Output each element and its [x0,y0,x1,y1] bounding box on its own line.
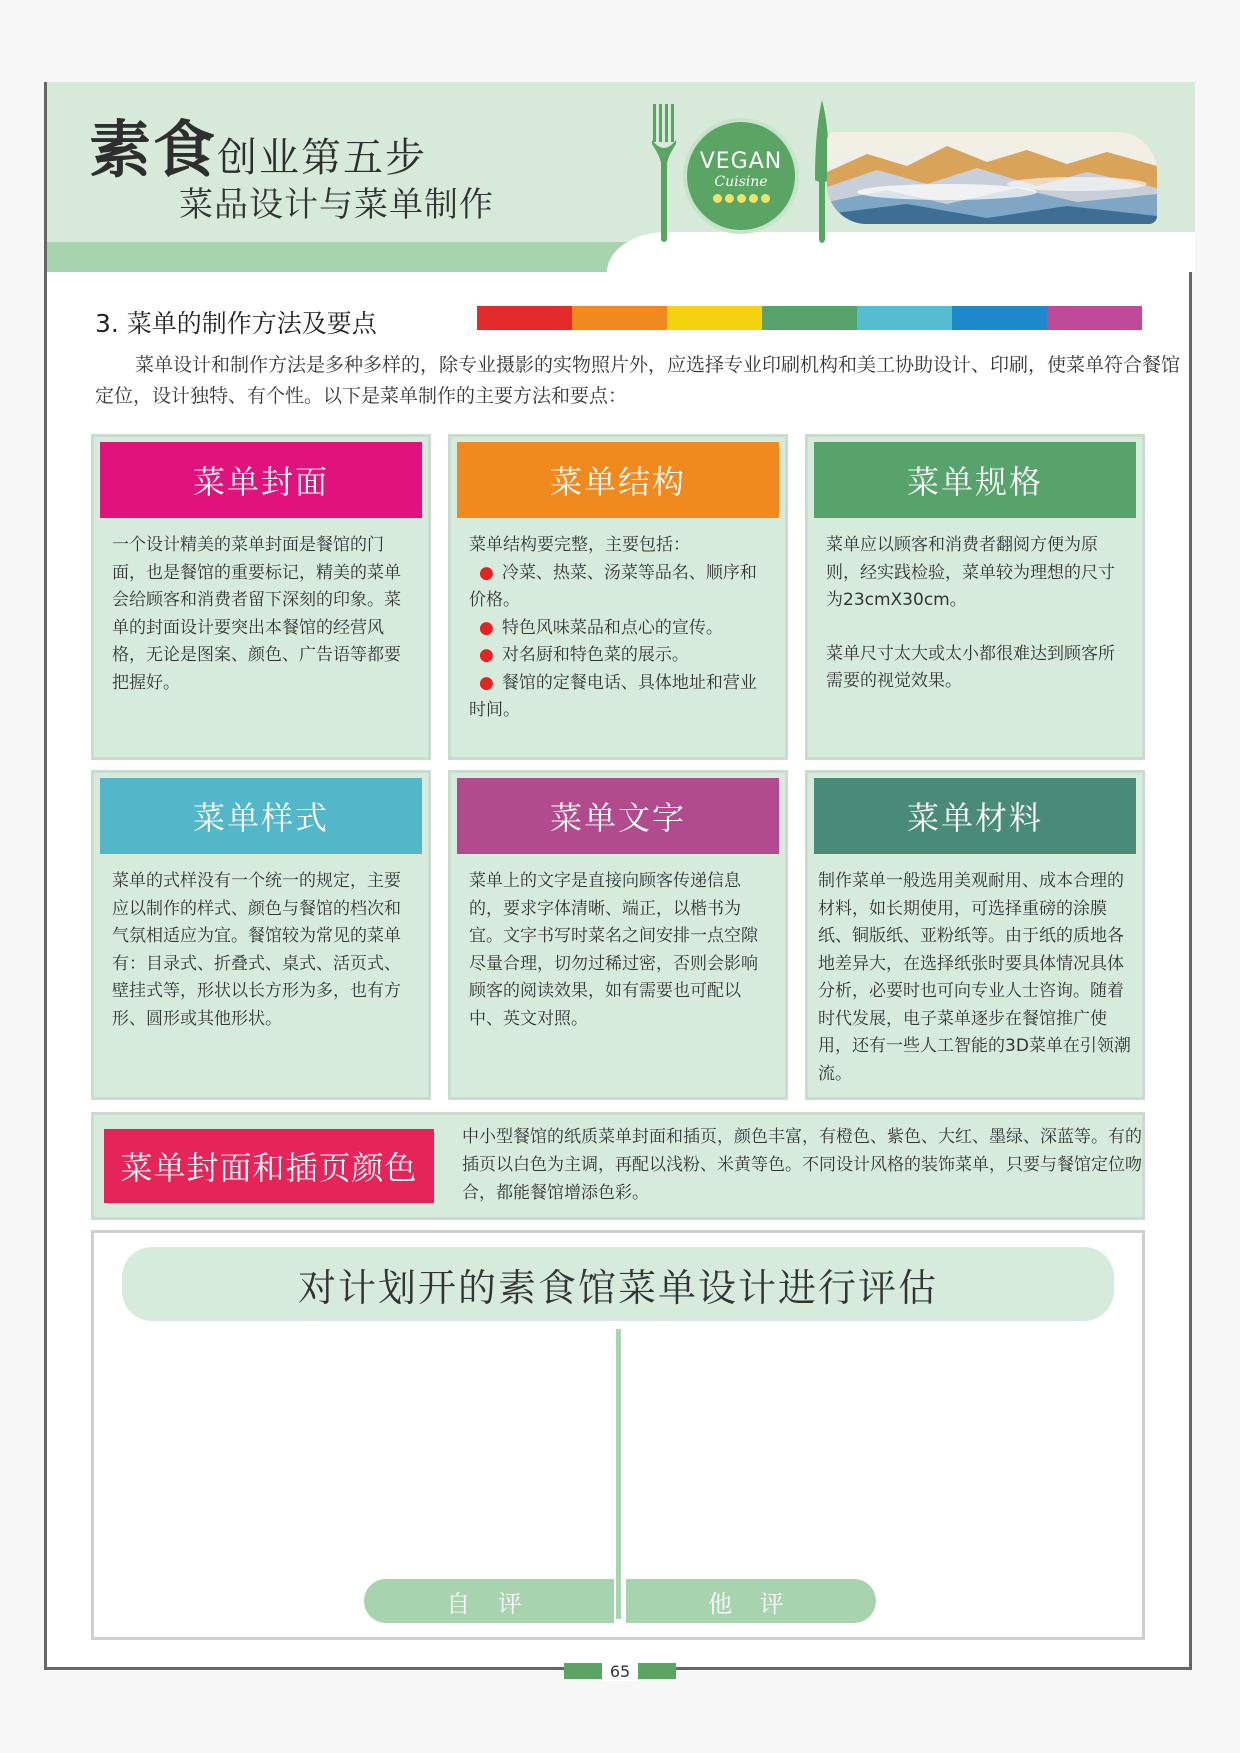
card-cover-paragraph: 一个设计精美的菜单封面是餐馆的门面，也是餐馆的重要标记，精美的菜单会给顾客和消费者留下深刻的印象。菜单的封面设计要突出本餐馆的经营风格，无论是图案、颜色、广告语等都要把握好。 [112,535,401,693]
card-text-text [451,854,785,1043]
rainbow-segment [857,306,952,330]
vegan-logo [683,118,799,234]
bullet-dot-icon: ● [479,672,494,693]
page-title [89,100,427,189]
bullet-item: ● 冷菜、热菜、汤菜等品名、顺序和价格。 [469,562,757,610]
evaluation-title: 对计划开的素食馆菜单设计进行评估 [122,1247,1114,1321]
cover-color-tag: 菜单封面和插页颜色 [104,1129,434,1203]
card-structure [448,434,788,760]
card-size-paragraph-2: 菜单尺寸太大或太小都很难达到顾客所需要的视觉效果。 [826,643,1115,691]
logo-text: VEGAN [699,149,783,174]
bullet-dot-icon: ● [479,617,494,638]
rainbow-segment [952,306,1047,330]
cover-color-strip [91,1112,1145,1220]
card-text [448,770,788,1100]
card-material [805,770,1145,1100]
rainbow-segment [667,306,762,330]
intro-paragraph: 菜单设计和制作方法是多种多样的，除专业摄影的实物照片外，应选择专业印刷机构和美工协助设计、印刷，使菜单符合餐馆定位，设计独特、有个性。以下是菜单制作的主要方法和要点： [95,354,1181,407]
page-frame [44,82,1192,1670]
card-cover-title: 菜单封面 [100,442,422,518]
bullet-item: ● 对名厨和特色菜的展示。 [479,645,689,665]
card-cover-text [94,518,428,707]
card-size-text [808,518,1142,706]
card-material-text [808,854,1142,1098]
page-number-bar-left [564,1663,602,1679]
card-cover [91,434,431,760]
page-number [560,1660,680,1682]
page-number-bar-right [638,1663,676,1679]
evaluation-divider [616,1329,621,1619]
page-number-text: 65 [602,1662,638,1681]
mountain-landscape-image [827,132,1157,224]
bullet-dot-icon: ● [479,562,494,583]
bullet-item: ● 特色风味菜品和点心的宣传。 [479,617,723,638]
logo-dots [713,194,770,203]
card-style-paragraph: 菜单的式样没有一个统一的规定，主要应以制作的样式、颜色与餐馆的档次和气氛相适应为宜。餐馆较为常见的菜单有：目录式、折叠式、桌式、活页式、壁挂式等，形状以长方形为多，也有方形、圆形或其他形状。 [112,871,401,1029]
header-curve [607,232,1195,272]
rainbow-segment [1047,306,1142,330]
card-size-title: 菜单规格 [814,442,1136,518]
card-structure-title: 菜单结构 [457,442,779,518]
fork-icon [651,104,677,244]
section-title: 3. 菜单的制作方法及要点 [95,309,377,338]
rainbow-segment [572,306,667,330]
cover-color-text: 中小型餐馆的纸质菜单封面和插页，颜色丰富，有橙色、紫色、大红、墨绿、深蓝等。有的插页以白色为主调，再配以浅粉、米黄等色。不同设计风格的装饰菜单，只要与餐馆定位吻合，都能餐馆增添色彩。 [462,1127,1142,1203]
card-material-paragraph: 制作菜单一般选用美观耐用、成本合理的材料，如长期使用，可选择重磅的涂膜纸、铜版纸、亚粉纸等。由于纸的质地各地差异大，在选择纸张时要具体情况具体分析，必要时也可向专业人士咨询。随着时代发展，电子菜单逐步在餐馆推广使用，还有一些人工智能的3D菜单在引领潮流。 [818,871,1131,1084]
rainbow-segment [477,306,572,330]
bullet-item: ● 餐馆的定餐电话、具体地址和营业时间。 [469,672,757,720]
logo-subtext: Cuisine [714,174,768,190]
card-structure-text [451,518,785,735]
card-size [805,434,1145,760]
card-style [91,770,431,1100]
page-subtitle: 菜品设计与菜单制作 [179,185,494,225]
card-structure-lead: 菜单结构要完整，主要包括： [469,535,690,555]
card-size-paragraph: 菜单应以顾客和消费者翻阅方便为原则，经实践检验，菜单较为理想的尺寸为23cmX30cm。 [826,535,1115,610]
peer-evaluation-label: 他 评 [626,1579,876,1623]
card-style-text [94,854,428,1043]
rainbow-segment [762,306,857,330]
card-text-title: 菜单文字 [457,778,779,854]
self-evaluation-label: 自 评 [364,1579,614,1623]
title-big: 素食 [89,113,218,186]
header-banner [47,82,1195,272]
card-material-title: 菜单材料 [814,778,1136,854]
rainbow-bar [477,306,1142,330]
bullet-dot-icon: ● [479,645,494,665]
card-text-paragraph: 菜单上的文字是直接向顾客传递信息的，要求字体清晰、端正，以楷书为宜。文字书写时菜名之间安排一点空隙尽量合理，切勿过稀过密，否则会影响顾客的阅读效果，如有需要也可配以中、英文对照。 [469,871,758,1029]
card-style-title: 菜单样式 [100,778,422,854]
title-rest: 创业第五步 [217,135,428,181]
evaluation-box [91,1230,1145,1640]
